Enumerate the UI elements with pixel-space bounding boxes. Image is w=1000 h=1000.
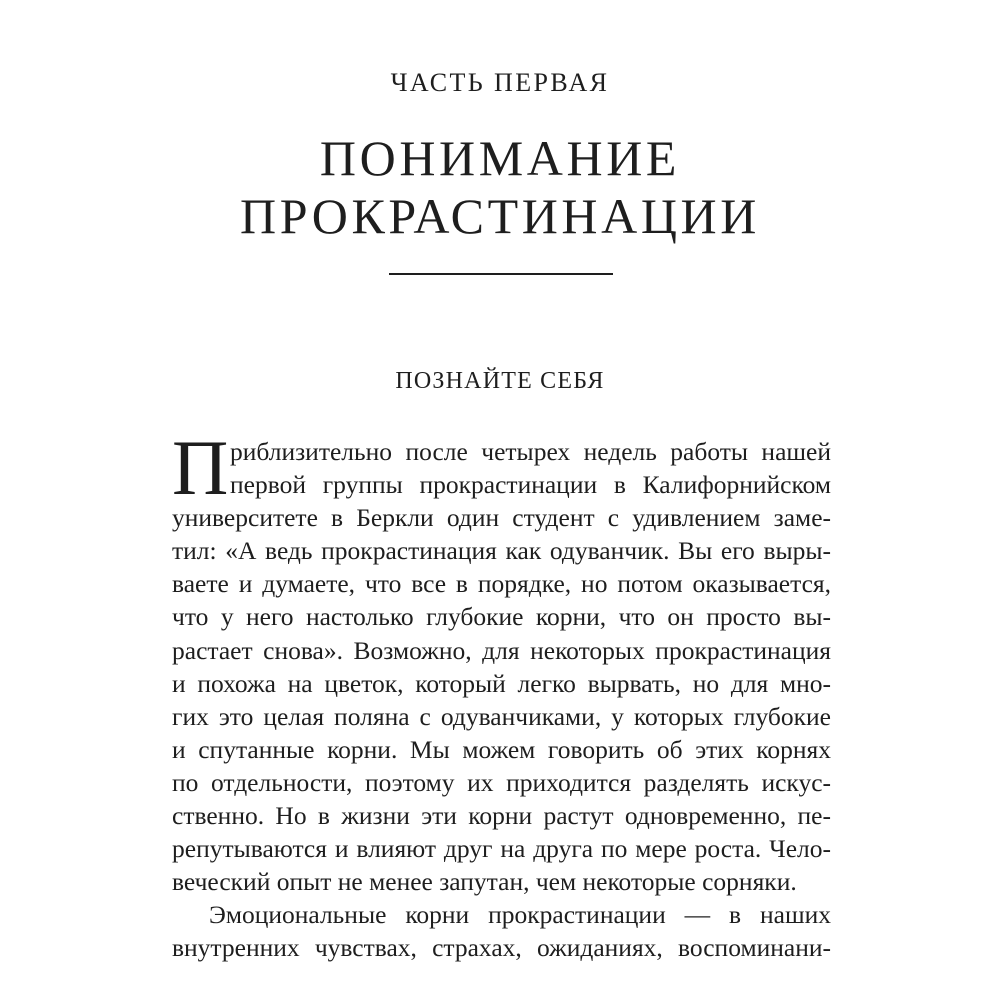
chapter-title-line-2: ПРОКРАСТИНАЦИИ — [240, 188, 760, 244]
drop-cap: П — [172, 424, 229, 511]
text-line: первой группы прокрастинации в Калифорнийском — [230, 470, 831, 500]
text-line: что у него настолько глубокие корни, что он просто вы- — [172, 602, 831, 632]
text-line: и похожа на цветок, который легко вырвать, но для мно- — [172, 668, 831, 698]
text-line: по отдельности, поэтому их приходится разделять искус- — [172, 767, 831, 797]
text-line: ственно. Но в жизни эти корни растут одновременно, пе- — [172, 801, 831, 831]
text-line: ваете и думаете, что все в порядке, но потом оказывается, — [172, 569, 831, 599]
chapter-title — [0, 129, 1000, 245]
text-line: внутренних чувствах, страхах, ожиданиях, воспоминани- — [172, 933, 831, 963]
paragraph-1 — [172, 424, 831, 898]
text-line: университете в Беркли один студент с удивлением заме- — [172, 503, 831, 533]
text-line: риблизительно после четырех недель работы нашей — [230, 437, 831, 466]
text-line: веческий опыт не менее запутан, чем некоторые сорняки. — [172, 867, 797, 897]
section-heading: ПОЗНАЙТЕ СЕБЯ — [395, 368, 605, 394]
text-line: Эмоциональные корни прокрастинации — в наших — [209, 900, 831, 930]
part-label: ЧАСТЬ ПЕРВАЯ — [390, 68, 610, 97]
text-line: тил: «А ведь прокрастинация как одуванчик. Вы его выры- — [172, 536, 831, 566]
text-line: гих это целая поляна с одуванчиками, у которых глубокие — [172, 701, 831, 731]
body-text — [172, 424, 831, 965]
text-line: растает снова». Возможно, для некоторых прокрастинация — [172, 635, 831, 665]
text-line: и спутанные корни. Мы можем говорить об этих корнях — [172, 734, 831, 764]
paragraph-2 — [172, 898, 831, 964]
title-divider — [389, 273, 613, 275]
chapter-title-line-1: ПОНИМАНИЕ — [319, 130, 681, 186]
text-line: репутываются и влияют друг на друга по мере роста. Чело- — [172, 834, 831, 864]
